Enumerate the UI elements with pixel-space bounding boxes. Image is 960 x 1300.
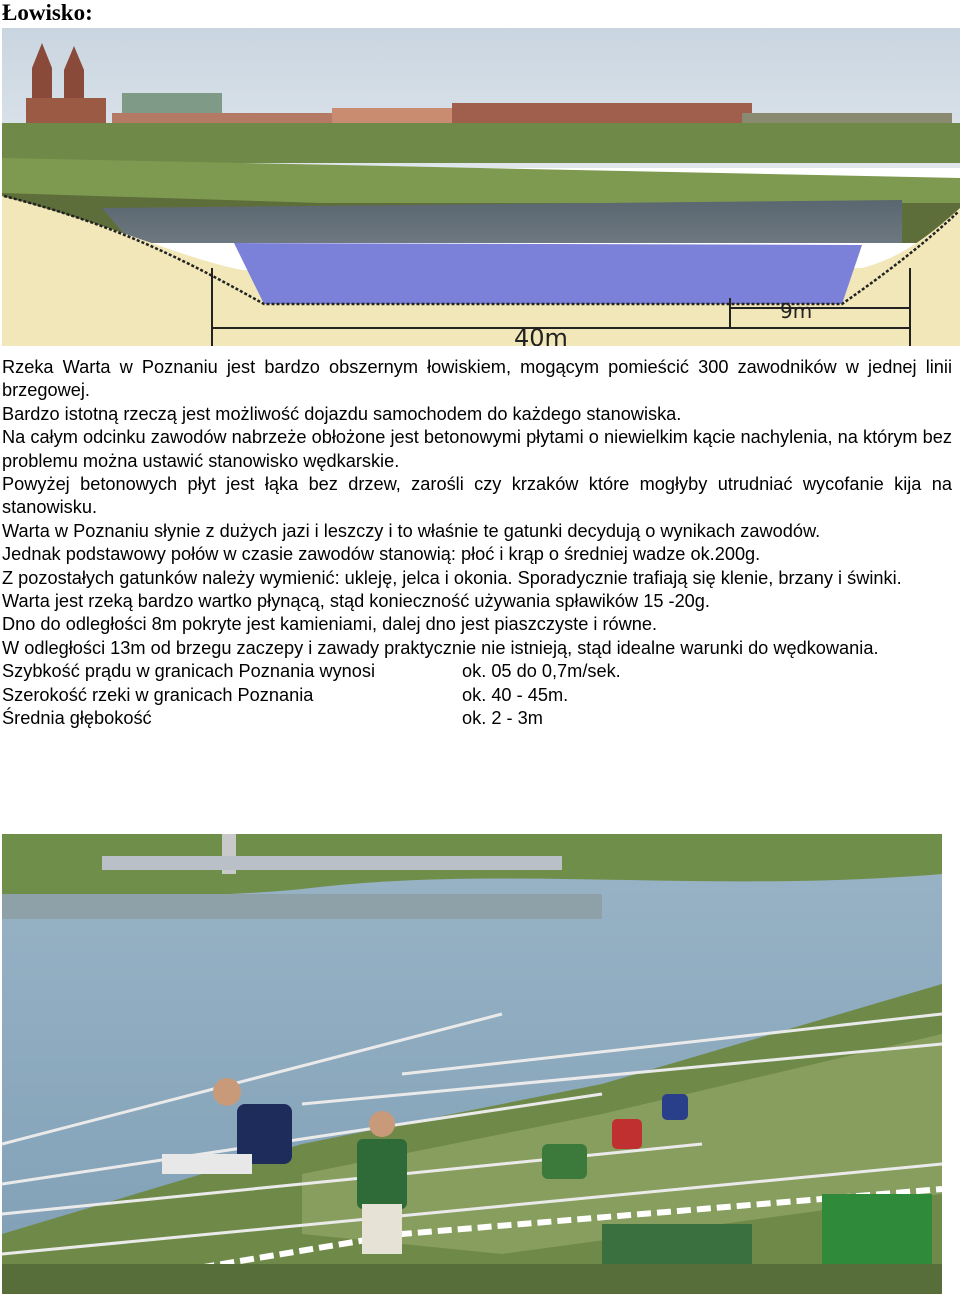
stats-row — [2, 660, 952, 683]
river-cross-section-photo — [2, 28, 960, 346]
paragraph: Dno do odległości 8m pokryte jest kamieniami, dalej dno jest piaszczyste i równe. — [2, 614, 658, 635]
page-heading: Łowisko: — [2, 0, 93, 25]
stats-row — [2, 707, 952, 730]
stat-label: Szybkość prądu w granicach Poznania wynosi — [2, 661, 376, 682]
label-9m: 9m — [780, 299, 813, 323]
stat-label: Średnia głębokość — [2, 708, 152, 729]
paragraph: Warta w Poznaniu słynie z dużych jazi i leszczy i to właśnie te gatunki decydują o wynikach zawodów. — [2, 520, 821, 541]
paragraph: W odległości 13m od brzegu zaczepy i zawady praktycznie nie istnieją, stąd idealne warunki do wędkowania. — [2, 637, 879, 658]
stat-value: ok. 2 - 3m — [462, 708, 543, 729]
paragraph: Na całym odcinku zawodów nabrzeże obłożone jest betonowymi płytami o niewielkim kącie nachylenia, na którym bez problemu można ustawić stanowisko wędkarskie. — [2, 427, 952, 471]
description-text — [2, 356, 952, 731]
label-40m: 40m — [514, 324, 568, 346]
paragraph: Rzeka Warta w Poznaniu jest bardzo obszernym łowiskiem, mogącym pomieścić 300 zawodników w jednej linii brzegowej. — [2, 357, 952, 401]
paragraph: Jednak podstawowy połów w czasie zawodów stanowią: płoć i krąp o średniej wadze ok.200g. — [2, 544, 761, 565]
paragraph: Z pozostałych gatunków należy wymienić: ukleję, jelca i okonia. Sporadycznie trafiają się klenie, brzany i świnki. — [2, 567, 902, 588]
stat-label: Szerokość rzeki w granicach Poznania — [2, 684, 314, 705]
stat-value: ok. 05 do 0,7m/sek. — [462, 661, 621, 682]
paragraph: Powyżej betonowych płyt jest łąka bez drzew, zarośli czy krzaków które mogłyby utrudniać wycofanie kija na stanowisku. — [2, 474, 952, 518]
anglers-photo — [2, 834, 942, 1294]
paragraph: Bardzo istotną rzeczą jest możliwość dojazdu samochodem do każdego stanowiska. — [2, 403, 682, 424]
stat-value: ok. 40 - 45m. — [462, 684, 569, 705]
stats-row — [2, 684, 952, 707]
paragraph: Warta jest rzeką bardzo wartko płynącą, stąd konieczność używania spławików 15 -20g. — [2, 591, 710, 612]
